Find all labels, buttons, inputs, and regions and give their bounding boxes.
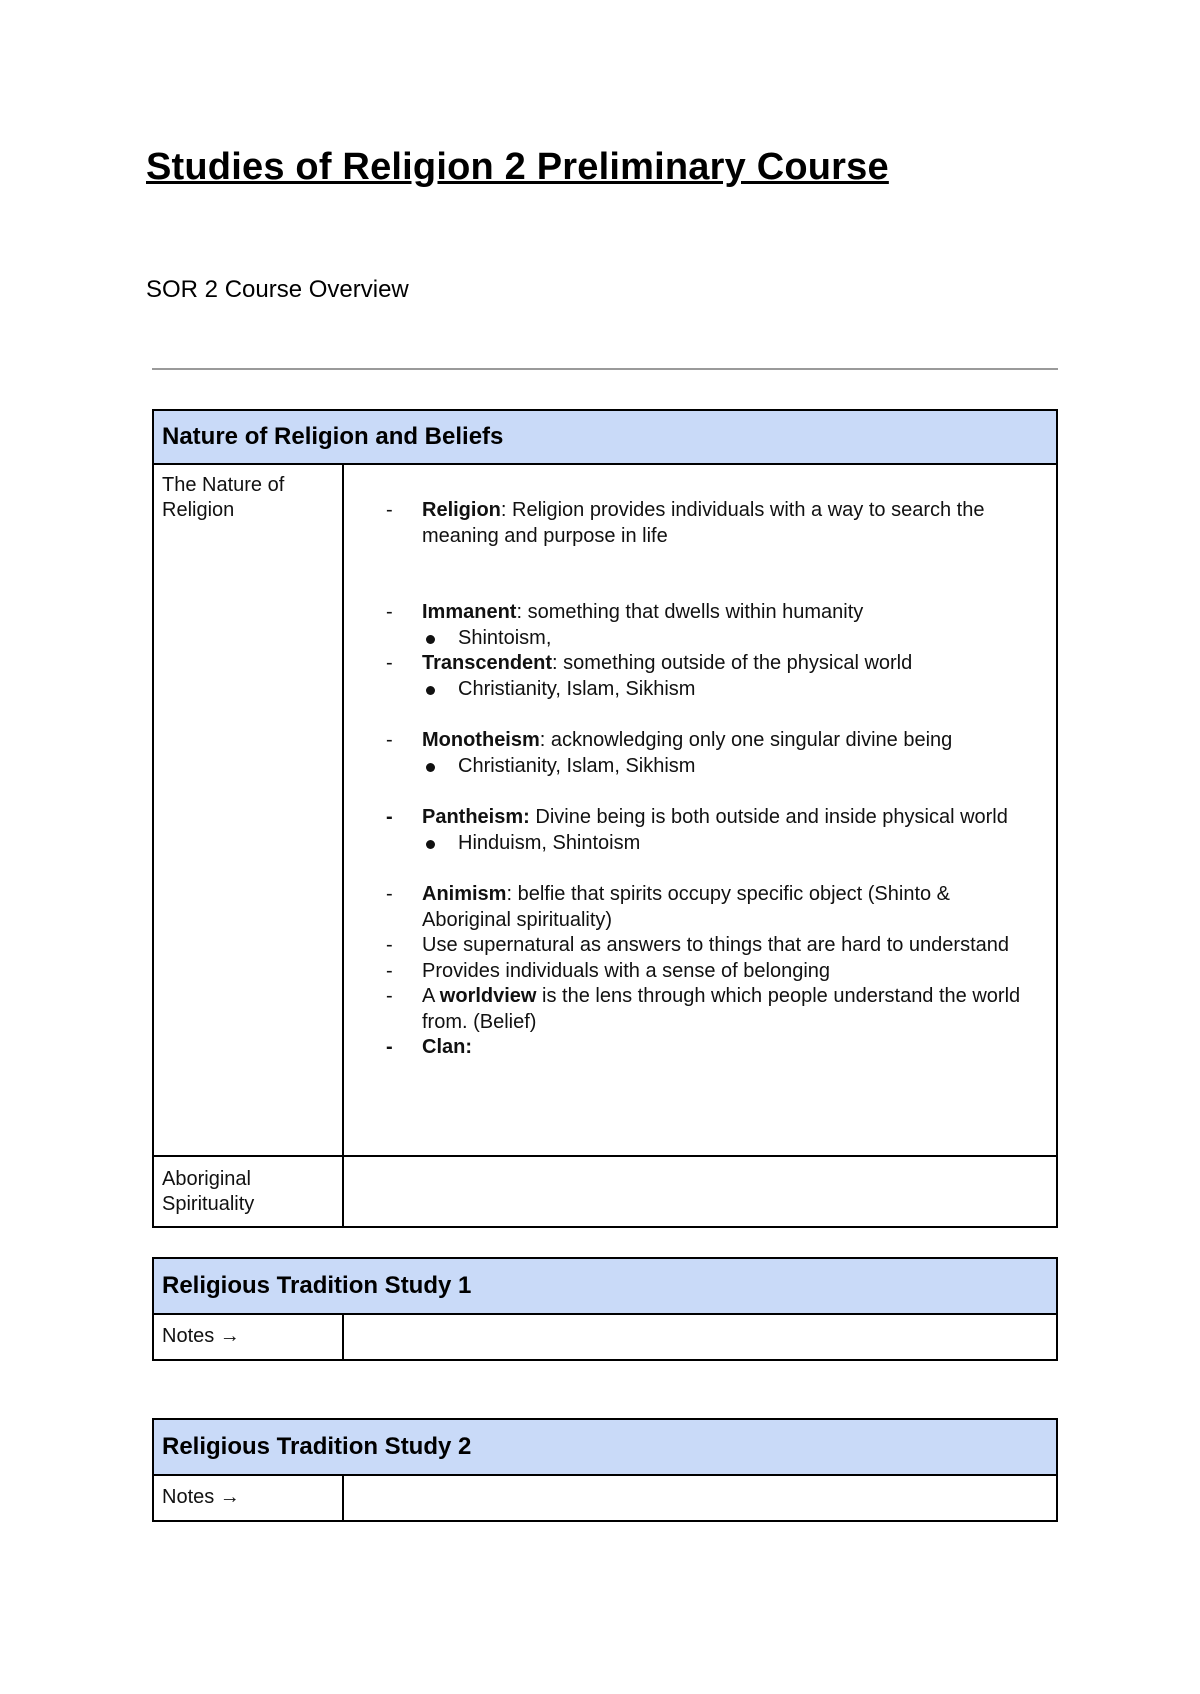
row-label: The Nature of Religion	[154, 465, 344, 1155]
list-item: - Clan:	[386, 1035, 1036, 1061]
table-heading: Religious Tradition Study 2	[154, 1420, 1056, 1476]
table-row	[154, 465, 1056, 1155]
row-label: Notes →	[154, 1476, 344, 1520]
sub-list-item: Christianity, Islam, Sikhism	[422, 677, 1036, 703]
table-row	[154, 1476, 1056, 1520]
sub-list-item: Hinduism, Shintoism	[422, 831, 1036, 857]
table-heading: Nature of Religion and Beliefs	[154, 411, 1056, 465]
list-item: - A worldview is the lens through which people understand the world from. (Belief)	[386, 984, 1036, 1035]
list-item: - Provides individuals with a sense of belonging	[386, 959, 1036, 985]
document-subtitle: SOR 2 Course Overview	[146, 276, 409, 303]
table-row	[154, 1315, 1056, 1359]
horizontal-rule	[152, 368, 1058, 370]
list-item: - Immanent: something that dwells within humanity Shintoism,	[386, 600, 1036, 651]
religious-tradition-study-2-table	[152, 1418, 1058, 1522]
document-title: Studies of Religion 2 Preliminary Course	[146, 146, 889, 188]
list-item: - Pantheism: Divine being is both outside and inside physical world Hinduism, Shintoism	[386, 805, 1036, 856]
list-item: - Religion: Religion provides individuals with a way to search the meaning and purpose in life	[386, 498, 1036, 549]
row-content	[344, 465, 1056, 1155]
table-row	[154, 1155, 1056, 1226]
notes-list	[386, 498, 1036, 1061]
row-label: Notes →	[154, 1315, 344, 1359]
row-label: Aboriginal Spirituality	[154, 1157, 344, 1226]
row-content	[344, 1315, 1056, 1359]
sub-list-item: Shintoism,	[422, 626, 1036, 652]
table-heading: Religious Tradition Study 1	[154, 1259, 1056, 1315]
religious-tradition-study-1-table	[152, 1257, 1058, 1361]
list-item: - Animism: belfie that spirits occupy specific object (Shinto & Aboriginal spirituality)	[386, 882, 1036, 933]
list-item: - Monotheism: acknowledging only one singular divine being Christianity, Islam, Sikhism	[386, 728, 1036, 779]
list-item: - Transcendent: something outside of the physical world Christianity, Islam, Sikhism	[386, 651, 1036, 702]
sub-list-item: Christianity, Islam, Sikhism	[422, 754, 1036, 780]
row-content	[344, 1476, 1056, 1520]
nature-of-religion-table	[152, 409, 1058, 1228]
list-item: - Use supernatural as answers to things that are hard to understand	[386, 933, 1036, 959]
row-content	[344, 1157, 1056, 1226]
